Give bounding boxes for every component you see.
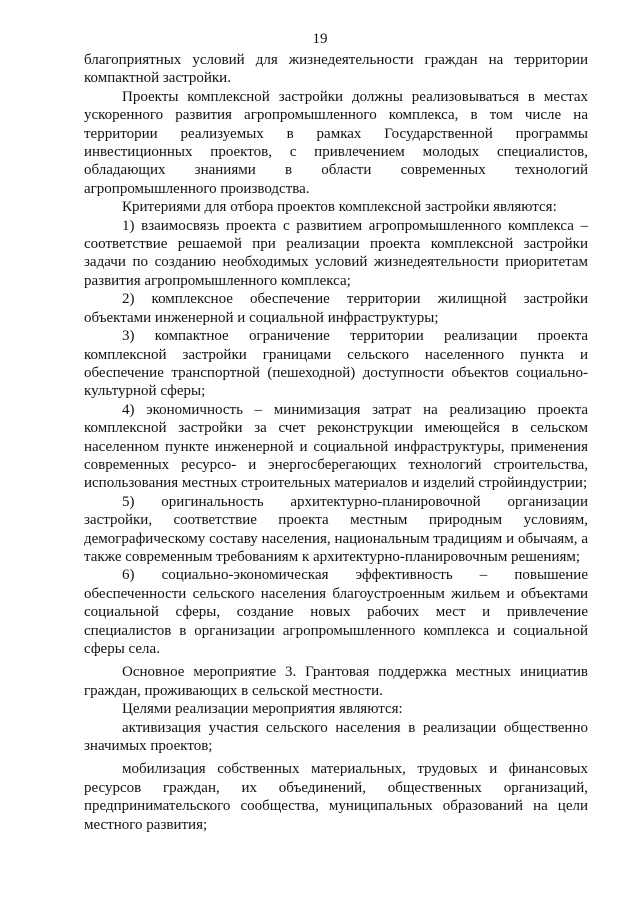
paragraph: Целями реализации мероприятия являются: bbox=[122, 701, 403, 718]
goal-item: активизация участия сельского населения в реализации общественно значимых проектов; bbox=[84, 719, 588, 755]
paragraph: Проекты комплексной застройки должны реализовываться в местах ускоренного развития агропромышленного комплекса, в том числе на территории реализуемых в рамках Государственной программы инвестиционных проектов, с привлечением молодых специалистов, обладающих знаниями в области современных технологий агропромышленного производства. bbox=[84, 88, 588, 197]
criteria-item: 4) экономичность – минимизация затрат на реализацию проекта комплексной застройки за счет реконструкции имеющейся в сельском населенном пункте инженерной и социальной инфраструктуры, применения современных ресурсо- и энергосберегающих технологий строительства, использования местных строительных материалов и изделий стройиндустрии; bbox=[84, 401, 588, 492]
paragraph: Критериями для отбора проектов комплексной застройки являются: bbox=[122, 199, 557, 216]
criteria-item: 6) социально-экономическая эффективность – повышение обеспеченности сельского населения благоустроенным жильем и объектами социальной сферы, создание новых рабочих мест и привлечение специалистов в организации агропромышленного комплекса и социальной сферы села. bbox=[84, 567, 588, 657]
criteria-item: 1) взаимосвязь проекта с развитием агропромышленного комплекса – соответствие решаемой при реализации проекта комплексной застройки задачи по созданию необходимых условий жизнедеятельности приоритетам развития агропромышленного комплекса; bbox=[84, 217, 588, 289]
criteria-item: 2) комплексное обеспечение территории жилищной застройки объектами инженерной и социальной инфраструктуры; bbox=[84, 291, 588, 326]
criteria-item: 5) оригинальность архитектурно-планировочной организации застройки, соответствие проекта местным природным условиям, демографическому составу населения, национальным традициям и обычаям, а также современным требованиям к архитектурно-планировочным решениям; bbox=[84, 493, 588, 565]
goal-item: мобилизация собственных материальных, трудовых и финансовых ресурсов граждан, их объединений, общественных организаций, предпринимательского сообщества, муниципальных образований на цели местного развития; bbox=[84, 761, 588, 833]
paragraph: благоприятных условий для жизнедеятельности граждан на территории компактной застройки. bbox=[84, 52, 588, 87]
document-body bbox=[84, 51, 588, 834]
section-heading: Основное мероприятие 3. Грантовая поддержка местных инициатив граждан, проживающих в сельской местности. bbox=[84, 664, 588, 699]
criteria-item: 3) компактное ограничение территории реализации проекта комплексной застройки границами сельского населенного пункта и обеспечение транспортной (пешеходной) доступности объектов социально-культурной сферы; bbox=[84, 328, 588, 400]
page-number: 19 bbox=[312, 31, 328, 47]
